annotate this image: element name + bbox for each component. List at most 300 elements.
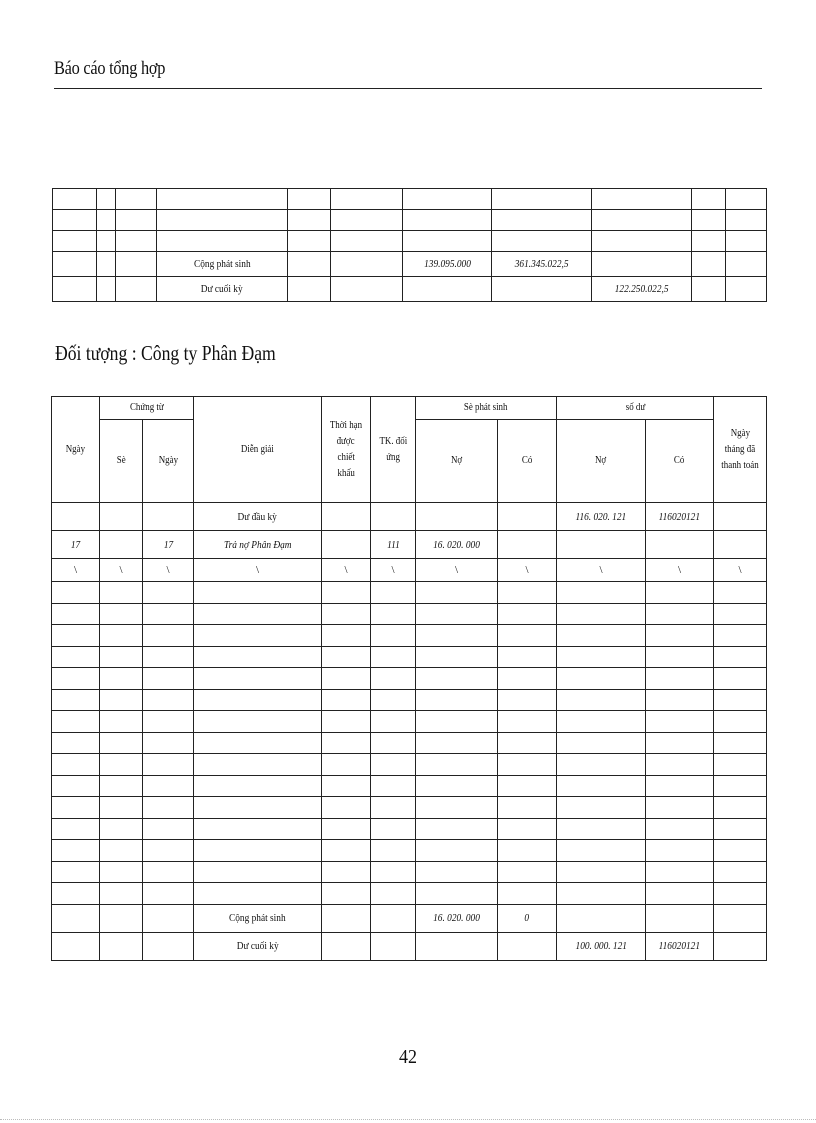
cell bbox=[322, 625, 371, 647]
cell bbox=[371, 711, 416, 733]
table-row bbox=[53, 252, 767, 277]
cell bbox=[97, 277, 116, 302]
cell bbox=[714, 754, 767, 776]
cell bbox=[143, 904, 194, 932]
cell bbox=[100, 754, 143, 776]
cell bbox=[726, 231, 767, 252]
cell bbox=[646, 904, 714, 932]
cell bbox=[646, 775, 714, 797]
cell bbox=[194, 754, 322, 776]
cell bbox=[100, 797, 143, 819]
cell bbox=[331, 189, 403, 210]
cell bbox=[52, 797, 100, 819]
cell bbox=[143, 625, 194, 647]
cell bbox=[288, 210, 331, 231]
entry-row bbox=[52, 531, 767, 559]
cell-co bbox=[492, 189, 592, 210]
cell bbox=[646, 818, 714, 840]
cell-co bbox=[492, 210, 592, 231]
cell bbox=[371, 689, 416, 711]
cell bbox=[116, 252, 157, 277]
cell bbox=[557, 840, 646, 862]
cell-no bbox=[403, 277, 492, 302]
table-row bbox=[53, 277, 767, 302]
cell bbox=[143, 932, 194, 960]
cell bbox=[646, 861, 714, 883]
cell bbox=[194, 818, 322, 840]
cell bbox=[557, 883, 646, 905]
cell bbox=[714, 531, 767, 559]
header-row-1 bbox=[52, 397, 767, 420]
footer-divider bbox=[0, 1119, 816, 1120]
col-header-chung-tu: Chứng từ bbox=[100, 397, 194, 420]
cell bbox=[714, 646, 767, 668]
table-row bbox=[52, 625, 767, 647]
cell bbox=[116, 277, 157, 302]
cell bbox=[557, 775, 646, 797]
cell bbox=[52, 689, 100, 711]
cell bbox=[557, 646, 646, 668]
cell bbox=[498, 797, 557, 819]
cell bbox=[714, 711, 767, 733]
cell bbox=[322, 840, 371, 862]
cell bbox=[646, 754, 714, 776]
cell bbox=[143, 603, 194, 625]
col-header-ngay-thanh-toan: Ngày tháng đã thanh toán bbox=[714, 397, 767, 503]
col-header-ngay: Ngày bbox=[52, 397, 100, 503]
ditto-mark: \ bbox=[416, 559, 498, 582]
cell bbox=[100, 883, 143, 905]
table-row bbox=[52, 689, 767, 711]
ditto-mark: \ bbox=[52, 559, 100, 582]
cell bbox=[53, 277, 97, 302]
cell bbox=[646, 668, 714, 690]
cell bbox=[726, 252, 767, 277]
table-row bbox=[52, 883, 767, 905]
cell bbox=[371, 818, 416, 840]
table-row bbox=[52, 582, 767, 604]
cell bbox=[416, 646, 498, 668]
cell bbox=[416, 503, 498, 531]
cell bbox=[288, 189, 331, 210]
cell bbox=[322, 754, 371, 776]
cell bbox=[143, 775, 194, 797]
cell bbox=[371, 775, 416, 797]
cell bbox=[52, 932, 100, 960]
cell bbox=[116, 189, 157, 210]
cell bbox=[194, 840, 322, 862]
table-row bbox=[52, 861, 767, 883]
col-header-du-co: Có bbox=[646, 420, 714, 503]
col-header-ps-no: Nợ bbox=[416, 420, 498, 503]
table-row bbox=[52, 840, 767, 862]
cell bbox=[557, 732, 646, 754]
closing-row bbox=[52, 932, 767, 960]
cell bbox=[322, 861, 371, 883]
cell bbox=[726, 210, 767, 231]
cell bbox=[646, 711, 714, 733]
cell bbox=[726, 277, 767, 302]
cell-no bbox=[403, 189, 492, 210]
cell bbox=[52, 818, 100, 840]
cell bbox=[371, 668, 416, 690]
cell bbox=[100, 646, 143, 668]
cell bbox=[371, 503, 416, 531]
cell bbox=[194, 603, 322, 625]
opening-du-co: 116020121 bbox=[646, 503, 714, 531]
ditto-mark: \ bbox=[322, 559, 371, 582]
cell bbox=[498, 646, 557, 668]
cell bbox=[371, 732, 416, 754]
cell bbox=[322, 932, 371, 960]
cell bbox=[692, 277, 726, 302]
cell bbox=[52, 904, 100, 932]
table-row bbox=[53, 189, 767, 210]
cell bbox=[416, 861, 498, 883]
cell-no bbox=[403, 210, 492, 231]
col-header-dien-giai: Diễn giải bbox=[194, 397, 322, 503]
opening-du-no: 116. 020. 121 bbox=[557, 503, 646, 531]
ditto-mark: \ bbox=[143, 559, 194, 582]
cell bbox=[371, 754, 416, 776]
cell bbox=[416, 797, 498, 819]
col-header-so-phat-sinh: Sè phát sinh bbox=[416, 397, 557, 420]
cell-balance bbox=[592, 231, 692, 252]
cell bbox=[143, 818, 194, 840]
cell bbox=[143, 797, 194, 819]
table-row bbox=[53, 210, 767, 231]
cell bbox=[416, 711, 498, 733]
cell bbox=[100, 932, 143, 960]
cell bbox=[52, 711, 100, 733]
cell bbox=[143, 689, 194, 711]
cell bbox=[646, 883, 714, 905]
ditto-row bbox=[52, 559, 767, 582]
cell bbox=[100, 840, 143, 862]
cell bbox=[416, 754, 498, 776]
cell bbox=[498, 603, 557, 625]
cell bbox=[416, 603, 498, 625]
table-row bbox=[52, 711, 767, 733]
cell bbox=[714, 689, 767, 711]
cell bbox=[322, 883, 371, 905]
cell bbox=[714, 904, 767, 932]
cell bbox=[288, 231, 331, 252]
col-header-tk-doi-ung: TK. đối ứng bbox=[371, 397, 416, 503]
total-row bbox=[52, 904, 767, 932]
table-row bbox=[52, 646, 767, 668]
cell bbox=[322, 818, 371, 840]
closing-row-du_no: 100. 000. 121 bbox=[557, 932, 646, 960]
opening-balance-row bbox=[52, 503, 767, 531]
entry-ps-no: 16. 020. 000 bbox=[416, 531, 498, 559]
cell bbox=[100, 531, 143, 559]
cell-no: 139.095.000 bbox=[403, 252, 492, 277]
cell bbox=[97, 189, 116, 210]
cell bbox=[52, 625, 100, 647]
cell bbox=[100, 861, 143, 883]
cell bbox=[322, 711, 371, 733]
ditto-mark: \ bbox=[714, 559, 767, 582]
cell bbox=[498, 732, 557, 754]
closing-row-label: Dư cuối kỳ bbox=[194, 932, 322, 960]
cell bbox=[714, 668, 767, 690]
cell bbox=[100, 582, 143, 604]
cell bbox=[557, 754, 646, 776]
cell bbox=[498, 840, 557, 862]
cell bbox=[100, 775, 143, 797]
cell bbox=[322, 503, 371, 531]
col-header-thoi-han: Thời hạn được chiết khấu bbox=[322, 397, 371, 503]
cell bbox=[557, 668, 646, 690]
col-header-du-no: Nợ bbox=[557, 420, 646, 503]
cell bbox=[557, 689, 646, 711]
cell bbox=[52, 775, 100, 797]
cell bbox=[322, 904, 371, 932]
cell bbox=[371, 582, 416, 604]
cell bbox=[194, 582, 322, 604]
ditto-mark: \ bbox=[646, 559, 714, 582]
table-row bbox=[52, 732, 767, 754]
cell bbox=[692, 189, 726, 210]
cell bbox=[100, 732, 143, 754]
cell bbox=[322, 582, 371, 604]
cell bbox=[194, 797, 322, 819]
cell bbox=[498, 775, 557, 797]
cell bbox=[331, 277, 403, 302]
cell bbox=[143, 711, 194, 733]
entry-tk: 111 bbox=[371, 531, 416, 559]
cell bbox=[646, 732, 714, 754]
cell bbox=[416, 625, 498, 647]
cell bbox=[646, 625, 714, 647]
total-row-label: Cộng phát sinh bbox=[194, 904, 322, 932]
cell bbox=[726, 189, 767, 210]
cell bbox=[498, 503, 557, 531]
cell bbox=[331, 210, 403, 231]
cell bbox=[52, 861, 100, 883]
cell bbox=[52, 840, 100, 862]
cell bbox=[143, 646, 194, 668]
table-row bbox=[52, 754, 767, 776]
cell bbox=[97, 231, 116, 252]
cell bbox=[371, 797, 416, 819]
cell bbox=[322, 646, 371, 668]
entry-ngay: 17 bbox=[52, 531, 100, 559]
page-number: 42 bbox=[399, 1046, 417, 1068]
cell bbox=[100, 625, 143, 647]
cell bbox=[498, 754, 557, 776]
cell bbox=[97, 252, 116, 277]
cell bbox=[498, 883, 557, 905]
cell bbox=[646, 797, 714, 819]
cell bbox=[371, 625, 416, 647]
cell-no bbox=[403, 231, 492, 252]
cell bbox=[52, 603, 100, 625]
cell bbox=[53, 252, 97, 277]
cell bbox=[194, 668, 322, 690]
cell bbox=[143, 582, 194, 604]
cell bbox=[416, 732, 498, 754]
cell bbox=[498, 861, 557, 883]
cell bbox=[322, 531, 371, 559]
col-header-ngay-ct: Ngày bbox=[143, 420, 194, 503]
cell bbox=[416, 840, 498, 862]
ditto-mark: \ bbox=[557, 559, 646, 582]
ditto-mark: \ bbox=[194, 559, 322, 582]
cell bbox=[498, 689, 557, 711]
cell bbox=[322, 603, 371, 625]
cell bbox=[371, 932, 416, 960]
cell bbox=[100, 668, 143, 690]
cell-balance bbox=[592, 189, 692, 210]
cell bbox=[498, 711, 557, 733]
cell bbox=[53, 210, 97, 231]
cell bbox=[194, 625, 322, 647]
cell bbox=[116, 210, 157, 231]
cell bbox=[143, 732, 194, 754]
cell bbox=[416, 775, 498, 797]
col-header-so-du: số dư bbox=[557, 397, 714, 420]
total-row-ps_co: 0 bbox=[498, 904, 557, 932]
ditto-mark: \ bbox=[498, 559, 557, 582]
cell bbox=[52, 732, 100, 754]
cell bbox=[143, 754, 194, 776]
cell bbox=[692, 231, 726, 252]
cell bbox=[714, 861, 767, 883]
cell bbox=[52, 883, 100, 905]
cell-co bbox=[492, 277, 592, 302]
cell bbox=[371, 603, 416, 625]
cell bbox=[714, 582, 767, 604]
col-header-ps-co: Có bbox=[498, 420, 557, 503]
cell bbox=[714, 797, 767, 819]
cell bbox=[416, 818, 498, 840]
cell bbox=[100, 818, 143, 840]
cell-label: Cộng phát sinh bbox=[157, 252, 288, 277]
cell-label: Dư cuối kỳ bbox=[157, 277, 288, 302]
cell-label bbox=[157, 210, 288, 231]
cell bbox=[331, 252, 403, 277]
col-header-so: Sè bbox=[100, 420, 143, 503]
section-title: Đối tượng : Công ty Phân Đạm bbox=[55, 341, 276, 365]
cell bbox=[322, 668, 371, 690]
cell bbox=[116, 231, 157, 252]
cell bbox=[97, 210, 116, 231]
cell bbox=[557, 797, 646, 819]
cell bbox=[322, 775, 371, 797]
cell bbox=[52, 503, 100, 531]
cell bbox=[692, 252, 726, 277]
table-row bbox=[52, 818, 767, 840]
cell bbox=[646, 840, 714, 862]
table-row bbox=[52, 775, 767, 797]
cell bbox=[498, 625, 557, 647]
cell bbox=[52, 646, 100, 668]
cell bbox=[143, 861, 194, 883]
total-row-ps_no: 16. 020. 000 bbox=[416, 904, 498, 932]
cell bbox=[646, 689, 714, 711]
cell bbox=[288, 252, 331, 277]
table-row bbox=[52, 668, 767, 690]
cell bbox=[100, 603, 143, 625]
cell bbox=[53, 189, 97, 210]
cell bbox=[100, 503, 143, 531]
cell bbox=[371, 861, 416, 883]
cell bbox=[416, 582, 498, 604]
cell-co bbox=[492, 231, 592, 252]
cell bbox=[714, 840, 767, 862]
cell bbox=[498, 818, 557, 840]
cell bbox=[557, 531, 646, 559]
cell bbox=[557, 818, 646, 840]
cell bbox=[371, 646, 416, 668]
cell-co: 361.345.022,5 bbox=[492, 252, 592, 277]
cell bbox=[646, 646, 714, 668]
cell bbox=[692, 210, 726, 231]
cell-balance: 122.250.022,5 bbox=[592, 277, 692, 302]
table-row bbox=[52, 603, 767, 625]
ditto-mark: \ bbox=[100, 559, 143, 582]
cell bbox=[714, 883, 767, 905]
cell bbox=[557, 904, 646, 932]
cell bbox=[371, 904, 416, 932]
cell bbox=[557, 603, 646, 625]
cell bbox=[322, 732, 371, 754]
table-row bbox=[53, 231, 767, 252]
cell bbox=[100, 689, 143, 711]
cell-balance bbox=[592, 252, 692, 277]
cell bbox=[714, 732, 767, 754]
cell bbox=[194, 689, 322, 711]
header-divider bbox=[54, 88, 762, 89]
cell-balance bbox=[592, 210, 692, 231]
cell bbox=[194, 711, 322, 733]
cell bbox=[194, 646, 322, 668]
cell bbox=[194, 883, 322, 905]
cell bbox=[143, 503, 194, 531]
cell bbox=[371, 840, 416, 862]
cell bbox=[322, 689, 371, 711]
opening-label: Dư đầu kỳ bbox=[194, 503, 322, 531]
cell bbox=[194, 775, 322, 797]
table-row bbox=[52, 797, 767, 819]
cell bbox=[416, 689, 498, 711]
cell bbox=[646, 531, 714, 559]
cell bbox=[194, 861, 322, 883]
cell bbox=[714, 775, 767, 797]
continued-ledger-table bbox=[52, 188, 767, 302]
cell bbox=[646, 603, 714, 625]
ditto-mark: \ bbox=[371, 559, 416, 582]
report-title: Báo cáo tổng hợp bbox=[54, 58, 166, 79]
cell bbox=[714, 932, 767, 960]
cell bbox=[100, 711, 143, 733]
cell bbox=[52, 668, 100, 690]
ledger-table bbox=[51, 396, 767, 961]
cell bbox=[714, 503, 767, 531]
cell bbox=[416, 883, 498, 905]
cell bbox=[52, 754, 100, 776]
cell bbox=[557, 711, 646, 733]
cell bbox=[498, 582, 557, 604]
cell bbox=[100, 904, 143, 932]
cell bbox=[322, 797, 371, 819]
cell bbox=[143, 840, 194, 862]
cell bbox=[143, 668, 194, 690]
cell bbox=[416, 668, 498, 690]
cell bbox=[714, 818, 767, 840]
